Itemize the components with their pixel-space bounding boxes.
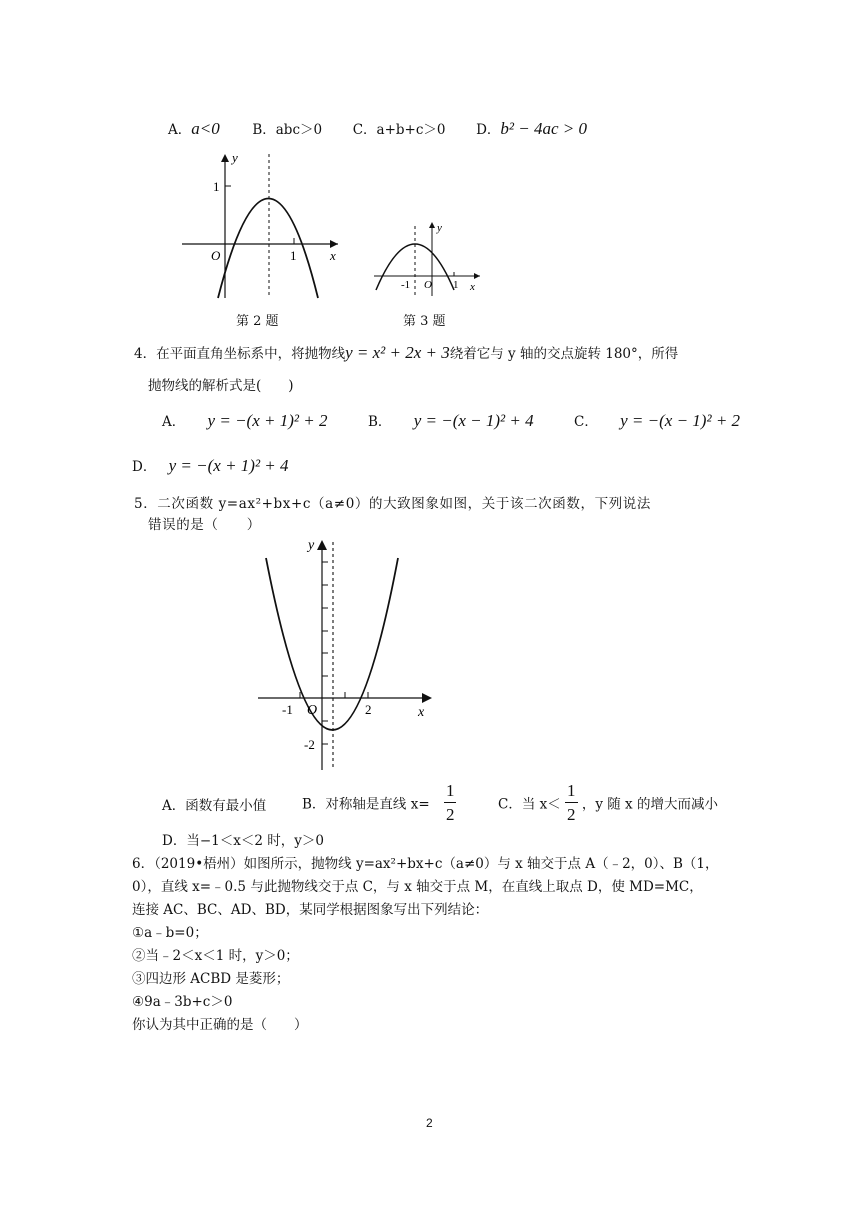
q5-option-a: A．函数有最小值 xyxy=(162,798,267,814)
q4-option-b xyxy=(368,410,534,431)
fig5-origin-label: O xyxy=(307,703,318,718)
fig2-tick-y1: 1 xyxy=(213,179,220,194)
q5-option-d: D．当−1＜x＜2 时，y＞0 xyxy=(162,833,324,849)
q5-stem-line1: 5．二次函数 y=ax²+bx+c（a≠0）的大致图象如图，关于该二次函数，下列说法 xyxy=(134,496,651,512)
fig2-x-label: x xyxy=(330,248,336,263)
q4-option-a-math: y = −(x + 1)² + 2 xyxy=(207,411,328,430)
q4-option-d-math: y = −(x + 1)² + 4 xyxy=(168,456,289,475)
fig2-tick-x1: 1 xyxy=(290,248,297,263)
q4-option-a-label: A． xyxy=(162,414,186,430)
q6-conclusion-4: ④9a﹣3b+c＞0 xyxy=(132,994,233,1010)
q3-option-b: B．abc＞0 xyxy=(252,122,323,138)
q3-option-d-math: b² − 4ac > 0 xyxy=(500,119,587,138)
q3-option-c: C．a+b+c＞0 xyxy=(352,122,446,138)
q4-stem-text-b: 绕着它与 y 轴的交点旋转 180°，所得 xyxy=(449,346,679,362)
q6-question: 你认为其中正确的是（ ） xyxy=(132,1017,308,1033)
q6-stem-line1: 6．（2019•梧州）如图所示，抛物线 y=ax²+bx+c（a≠0）与 x 轴交于点 A（﹣2，0）、B（1， xyxy=(132,856,719,872)
fig5-tick-2: 2 xyxy=(365,702,372,717)
fig2-y-label: y xyxy=(232,150,238,165)
q5-option-c xyxy=(498,782,718,823)
q4-option-c-math: y = −(x − 1)² + 2 xyxy=(620,411,741,430)
q4-option-b-label: B． xyxy=(368,414,392,430)
q5-option-b-text: B．对称轴是直线 x= xyxy=(302,796,430,813)
q5-option-b-fraction xyxy=(444,782,457,823)
q3-option-a-math: a<0 xyxy=(191,119,220,138)
q3-option-d-label: D． xyxy=(476,122,501,138)
fig3-x-label: x xyxy=(470,281,475,293)
fig5-x-label: x xyxy=(418,705,425,720)
q5-option-c-num: 1 xyxy=(565,782,578,803)
q5-stem-line2: 错误的是（ ） xyxy=(148,517,261,533)
fig5-tick-neg2: -2 xyxy=(304,737,315,752)
fig3-origin-label: O xyxy=(424,279,432,291)
q4-stem-text-a: 4．在平面直角坐标系中，将抛物线 xyxy=(134,346,346,362)
q4-option-b-math: y = −(x − 1)² + 4 xyxy=(413,411,534,430)
q6-stem-line3: 连接 AC、BC、AD、BD，某同学根据图象写出下列结论： xyxy=(132,902,489,918)
figure-q2-parabola xyxy=(178,148,348,308)
q5-option-c-den: 2 xyxy=(567,805,576,824)
fig2-origin-label: O xyxy=(211,248,221,263)
q3-options xyxy=(168,118,587,139)
fig5-y-label: y xyxy=(308,538,315,553)
q4-option-c-label: C． xyxy=(574,414,598,430)
q5-option-b-den: 2 xyxy=(445,805,455,824)
fig5-tick-neg1: -1 xyxy=(282,702,293,717)
q4-stem-math: y = x² + 2x + 3 xyxy=(345,343,450,362)
q5-option-c-pre: C．当 x＜ xyxy=(498,796,561,813)
q5-option-b-num: 1 xyxy=(444,782,457,803)
q4-option-d-label: D． xyxy=(132,459,157,475)
fig2-caption: 第 2 题 xyxy=(236,314,279,329)
page-number: 2 xyxy=(426,1116,433,1130)
q6-conclusion-1: ①a﹣b=0； xyxy=(132,925,208,941)
fig3-y-label: y xyxy=(437,222,442,234)
q4-option-a xyxy=(162,410,327,431)
q5-option-c-fraction xyxy=(565,782,578,823)
q6-stem-line2: 0），直线 x=﹣0.5 与此抛物线交于点 C，与 x 轴交于点 M，在直线上取点 D，使 MD=MC， xyxy=(132,879,703,895)
q4-stem-line1 xyxy=(134,342,678,363)
q5-option-c-post: ，y 随 x 的增大而减小 xyxy=(581,796,718,813)
q6-conclusion-2: ②当﹣2＜x＜1 时，y＞0； xyxy=(132,948,299,964)
q6-conclusion-3: ③四边形 ACBD 是菱形； xyxy=(132,971,290,987)
figure-q5-parabola xyxy=(252,534,442,774)
fig3-tick-neg1: -1 xyxy=(401,279,411,291)
fig3-tick-1: 1 xyxy=(453,279,459,291)
fig3-caption: 第 3 题 xyxy=(403,314,446,329)
q5-option-b xyxy=(302,782,456,823)
q4-option-d xyxy=(132,455,289,476)
q4-stem-line2: 抛物线的解析式是( ) xyxy=(148,378,294,394)
figure-q3-parabola xyxy=(370,218,485,300)
q4-option-c xyxy=(574,410,740,431)
q3-option-a-label: A． xyxy=(168,122,192,138)
